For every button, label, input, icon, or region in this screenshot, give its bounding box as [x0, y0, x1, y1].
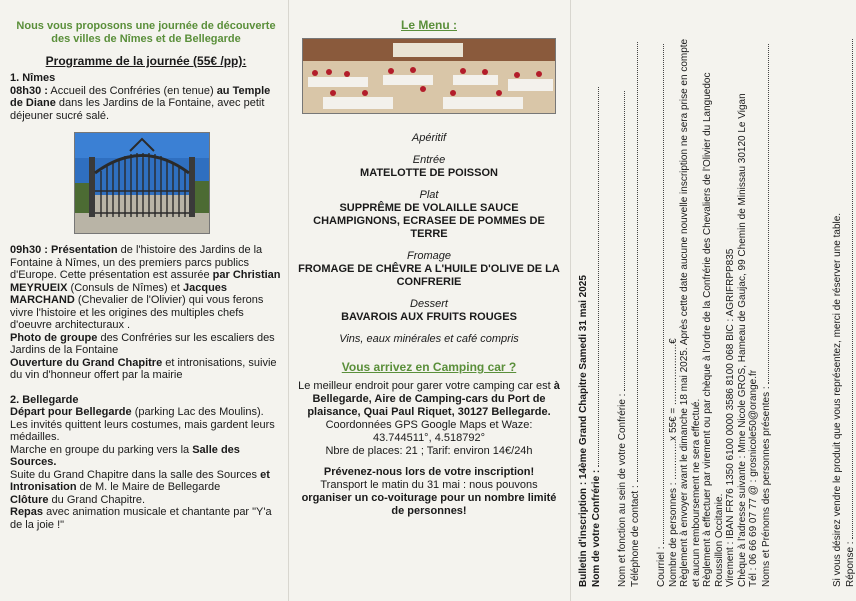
reglement-line-4: Roussillon Occitanie.: [713, 493, 725, 587]
noms-label: Noms et Prénoms des personnes présentes :: [760, 8, 773, 587]
camping-car-gps: Coordonnées GPS Google Maps et Waze: 43.744511°, 4.518792°: [325, 419, 533, 444]
camping-car-title: Vous arrivez en Camping car ?: [341, 360, 517, 374]
courriel-label: Courriel :: [655, 8, 668, 587]
menu-vins: Vins, eaux minérales et café compris: [339, 333, 519, 345]
nimes-welcome: 08h30 : Accueil des Confréries (en tenue) au Temple de Diane dans les Jardins de la Fontaine, avec petit déjeuner sucré salé.: [10, 84, 271, 122]
reglement-line-1: Règlement à envoyer avant le dimanche 18 mai 2025. Après cette date aucune nouvelle inscription ne sera prise en compte: [679, 38, 690, 587]
section-bellegarde-title: 2. Bellegarde: [10, 393, 79, 406]
courriel-field[interactable]: [655, 44, 664, 544]
reponse-field[interactable]: [844, 39, 853, 539]
produit-line: Si vous désirez vendre le produit que vous représentez, merci de réserver une table.: [832, 212, 843, 587]
reponse-label: Réponse :: [844, 8, 856, 587]
menu-panel: [288, 0, 570, 601]
cheque-line: Chèque à l'adresse suivante : Mme Nicole GROS, Hameau de Gaujac, 99 Chemin de Minissau 30120 Le Vigan: [736, 93, 748, 587]
fontaine-gate-photo: [74, 132, 210, 234]
camping-car-places: Nbre de places: 21 ; Tarif: environ 14€/24h: [325, 445, 533, 457]
menu-plat: Plat SUPPRÊME DE VOLAILLE SAUCE CHAMPIGNONS, ECRASEE DE POMMES DE TERRE: [313, 189, 545, 240]
reglement-line-2: et aucun remboursement ne sera effectué.: [690, 398, 702, 587]
bulletin-title: Bulletin d'inscription : 14ème Grand Chapitre Samedi 31 mai 2025: [578, 275, 589, 587]
confrerie-name-label: Nom de votre Confrérie :: [590, 8, 603, 587]
camping-car-prevenez: Prévenez-nous lors de votre inscription!: [323, 466, 535, 478]
programme-panel: [0, 0, 288, 601]
programme-title: Programme de la journée (55€ /pp):: [45, 54, 247, 68]
bellegarde-repas: Repas avec animation musicale et chantante par "Y'a de la joie !": [10, 506, 272, 531]
nombre-personnes[interactable]: Nombre de personnes : ..............x 55€ = ......................€: [667, 338, 679, 587]
menu-title: Le Menu :: [401, 18, 457, 32]
menu-aperitif: Apéritif: [411, 132, 447, 144]
nimes-presentation: 09h30 : Présentation de l'histoire des Jardins de la Fontaine à Nîmes, un des premiers parcs publics d'Europe. Cette présentation est assurée par Christian MEYRUEIX (Consuls de Nîmes) et Jacques MARCHAND (Chevalier de l'Olivier) qui vous ferons vivre l'histoire et les origines des multiples chefs d'oeuvre architecturaux .: [10, 244, 281, 331]
telephone-field[interactable]: [629, 42, 638, 482]
nimes-photo-groupe: Photo de groupe des Confréries sur les escaliers des Jardins de la Fontaine: [10, 331, 275, 356]
bellegarde-suite: Suite du Grand Chapitre dans la salle des Sources et Intronisation de M. le Maire de Bellegarde: [10, 468, 270, 493]
nimes-ouverture: Ouverture du Grand Chapitre et intronisations, suivie du vin d'honneur offert par la mairie: [10, 356, 277, 381]
bellegarde-cloture: Clôture du Grand Chapitre.: [10, 493, 146, 506]
iban-line: Virement : IBAN FR76 1350 6100 0000 3586 8100 068 BIC : AGRIFRPP835: [725, 248, 736, 587]
noms-field[interactable]: [760, 44, 769, 384]
bellegarde-depart: Départ pour Bellegarde (parking Lac des Moulins). Les invités quittent leurs costumes, mais gardent leurs médailles.: [10, 406, 275, 443]
telephone-label: Téléphone de contact :: [629, 8, 642, 587]
menu-dessert: Dessert BAVAROIS AUX FRUITS ROUGES: [341, 298, 517, 323]
reglement-line-3: Règlement à effectuer par virement ou par chèque à l'ordre de la Confrérie des Chevaliers de l'Olivier du Languedoc: [702, 72, 713, 587]
fonction-label: Nom et fonction au sein de votre Confrérie :: [616, 8, 629, 587]
camping-car-location: Le meilleur endroit pour garer votre camping car est à Bellegarde, Aire de Camping-cars du Port de plaisance, Quai Paul Riquet, 30127 Bellegarde.: [298, 380, 560, 418]
covoiturage-text: Transport le matin du 31 mai : nous pouvons organiser un co-voiturage pour un nombre limité de personnes!: [301, 479, 557, 517]
contact-line: Tél : 06 66 69 07 77 @ : grosnicole50@orange.fr: [748, 369, 759, 587]
confrerie-name-field[interactable]: [590, 87, 599, 467]
banquet-hall-photo: [302, 38, 556, 114]
intro-text: Nous vous proposons une journée de découverte des villes de Nîmes et de Bellegarde: [16, 20, 276, 45]
bellegarde-marche: Marche en groupe du parking vers la Salle des Sources.: [10, 443, 240, 468]
menu-fromage: Fromage FROMAGE DE CHÊVRE A L'HUILE D'OLIVE DE LA CONFRERIE: [298, 250, 560, 288]
inscription-form: [570, 0, 856, 601]
inscription-form-panel: [570, 0, 856, 601]
fonction-field[interactable]: [616, 91, 625, 391]
section-nimes-title: 1. Nîmes: [10, 72, 56, 84]
menu-entree: Entrée MATELOTTE DE POISSON: [360, 154, 498, 179]
